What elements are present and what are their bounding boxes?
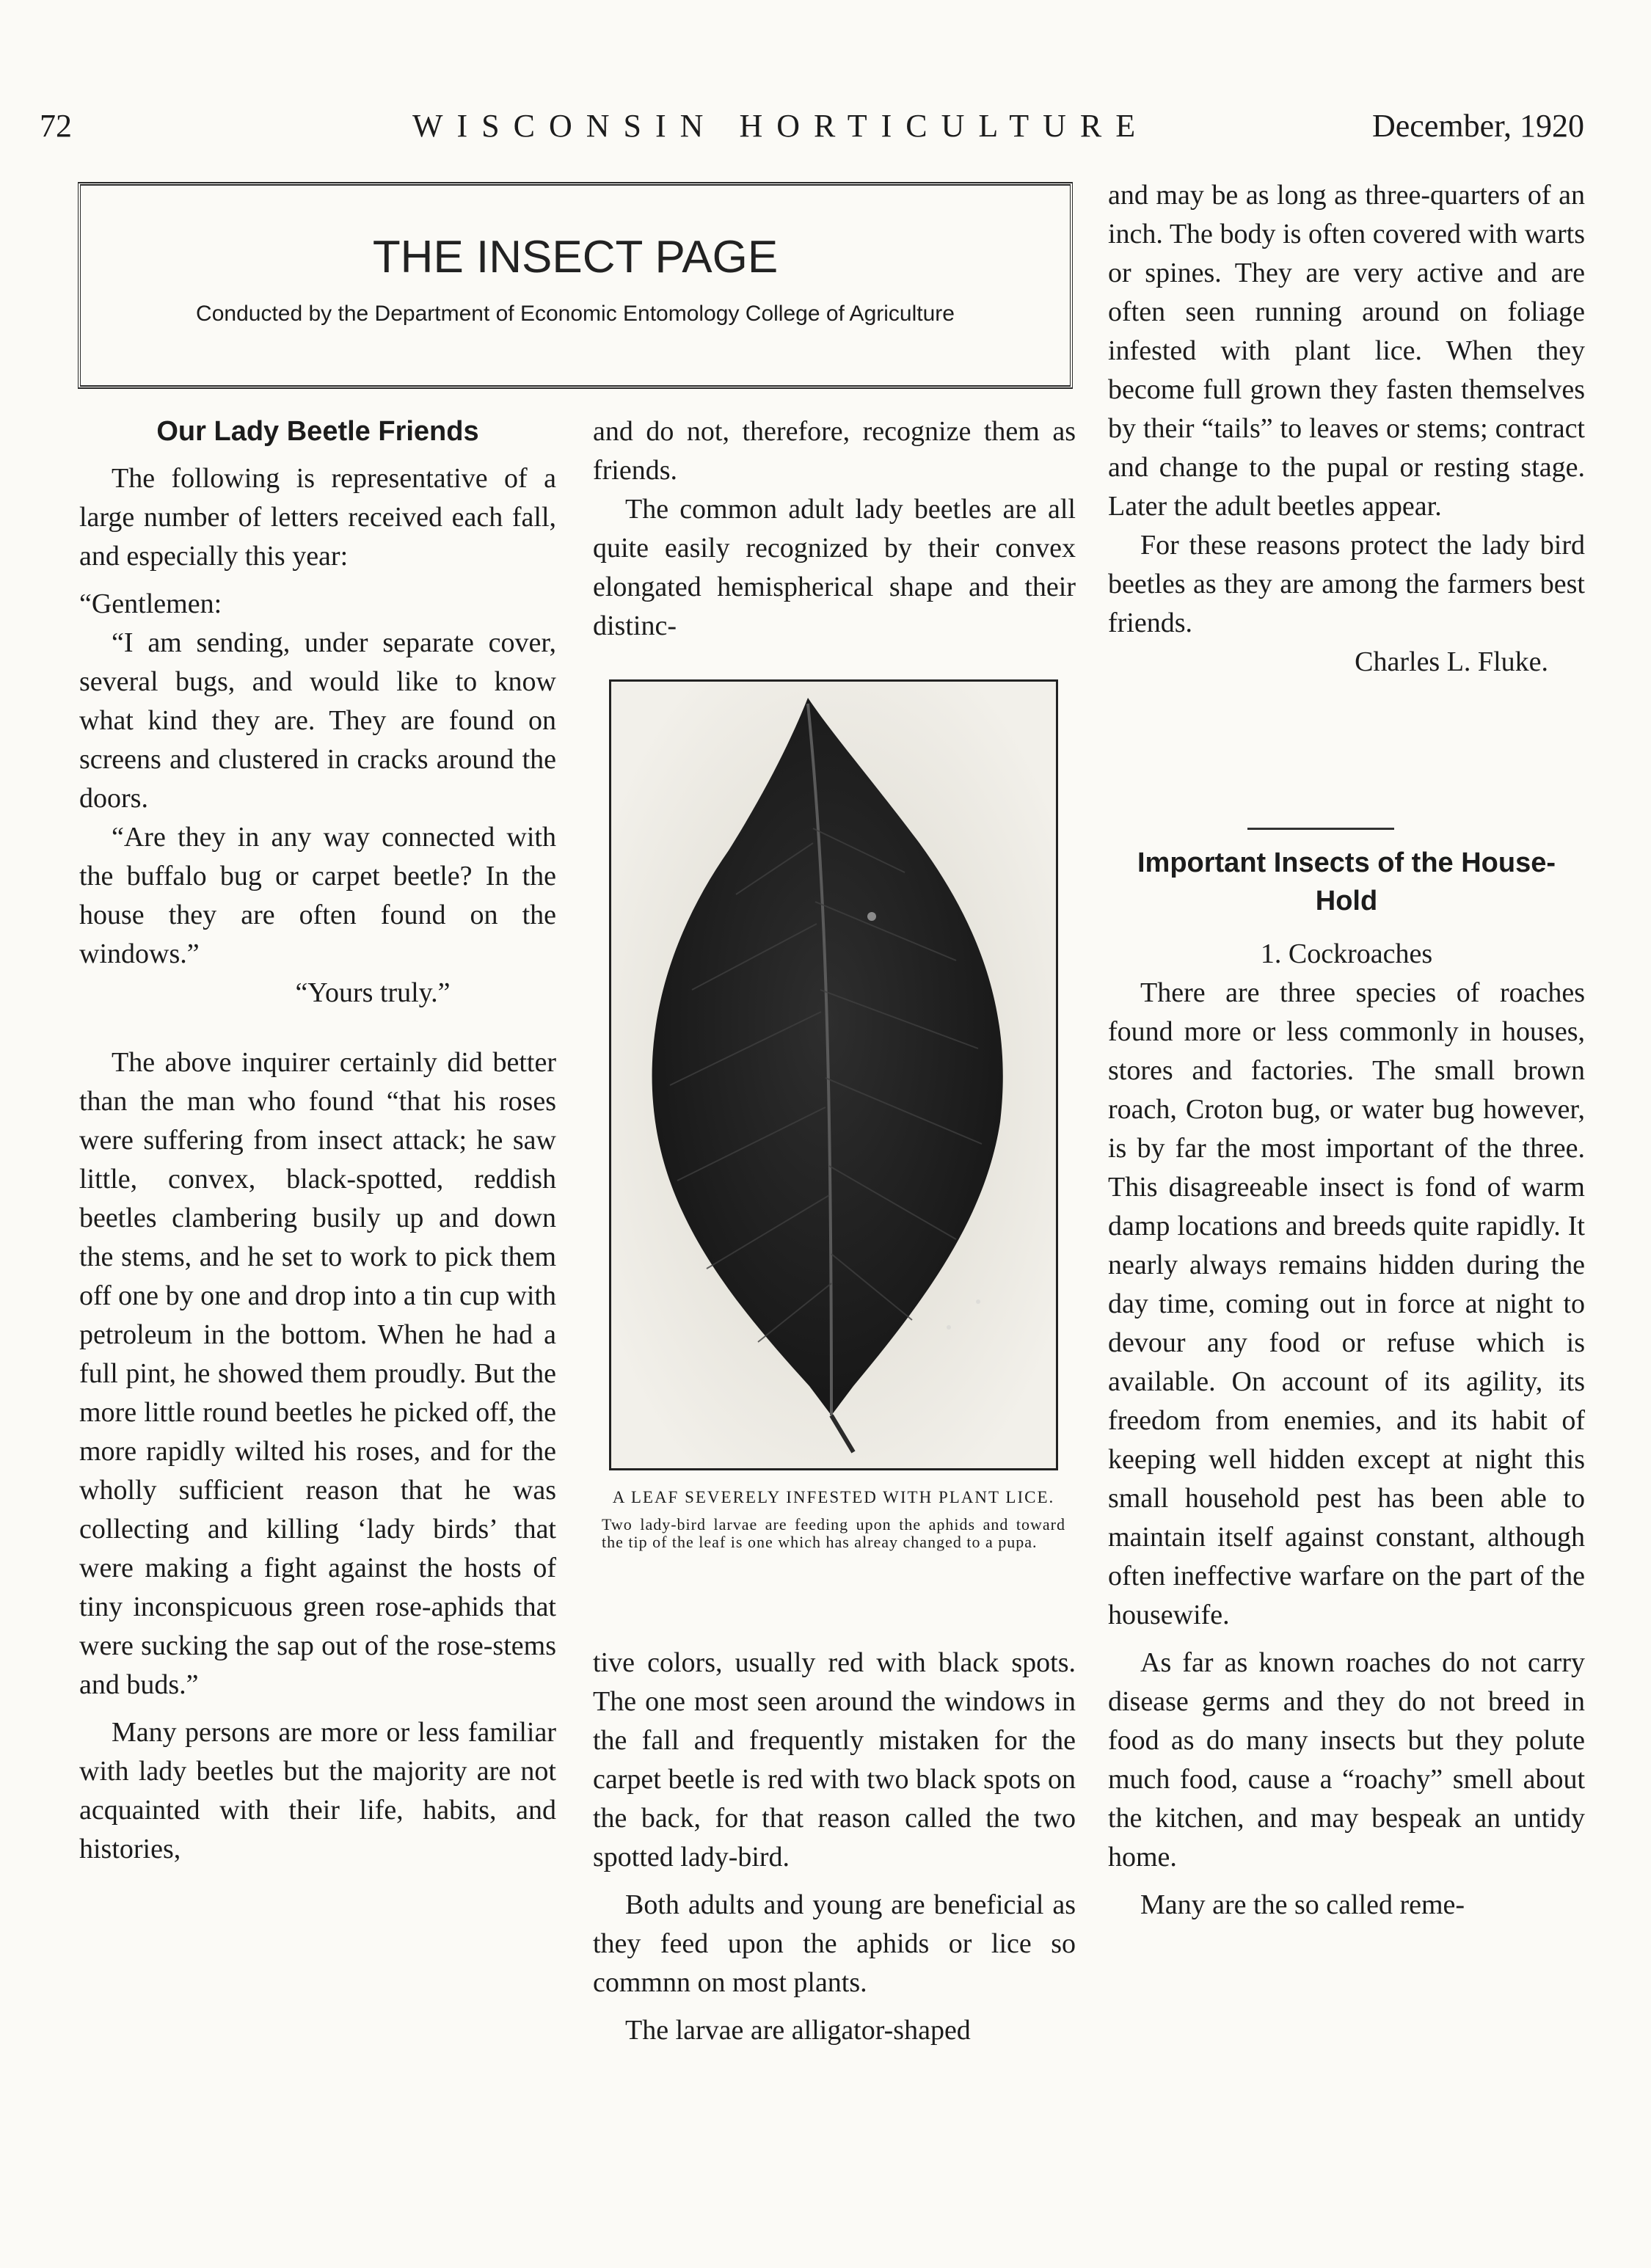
figure-caption (602, 1488, 1065, 1551)
paragraph: The above inquirer certainly did better than the man who found “that his roses were suffering from insect attack; he saw little, convex, black-spotted, reddish beetles clambering busily up and down the stems, and he set to work to pick them off one by one and drop into a tin cup with petroleum in the bottom. When he had a full pint, he showed them proudly. But the more little round beetles he picked off, the more rapidly wilted his roses, and for the wholly sufficient reason that he was collecting and killing ‘lady birds’ that were making a fight against the hosts of tiny inconspicuous green rose-aphids that were sucking the sap out of the rose-stems and buds.” (79, 1047, 556, 1700)
paragraph: and may be as long as three-quarters of an inch. The body is often covered with warts or spines. They are very active and are often seen running around on foliage infested with plant lice. When they become full grown they fasten themselves by their “tails” to leaves or stems; contract and change to the pupal or resting stage. Later the adult beetles appear. (1108, 180, 1585, 522)
letter-salutation: “Gentlemen: (79, 588, 222, 619)
paragraph: The larvae are alligator-shaped (625, 2015, 971, 2046)
issue-date: December, 1920 (1372, 108, 1585, 144)
paragraph: tive colors, usually red with black spots. The one most seen around the windows in the fall and frequently mistaken for the carpet beetle is red with two black spots on the back, for that reason called the two spotted lady-bird. (593, 1647, 1076, 1873)
page-number: 72 (40, 108, 72, 144)
article-heading: Our Lady Beetle Friends (156, 416, 479, 447)
column-3 (1108, 176, 1585, 682)
journal-title: WISCONSIN HORTICULTURE (412, 108, 1150, 144)
paragraph: As far as known roaches do not carry disease germs and they do not breed in food as do many insects but they polute much food, cause a “roachy” smell about the kitchen, and may bespeak an untidy home. (1108, 1647, 1585, 1873)
section-subtitle: Conducted by the Department of Economic Entomology College of Agriculture (196, 302, 955, 326)
column-2-continued (593, 1644, 1076, 2050)
paragraph: For these reasons protect the lady bird beetles as they are among the farmers best friends. (1108, 530, 1585, 638)
section-title-box (78, 182, 1073, 389)
column-1 (79, 412, 556, 1869)
paragraph: There are three species of roaches found more or less commonly in houses, stores and factories. The small brown roach, Croton bug, or water bug however, is by far the most important of the three. This disagreeable insect is fond of warm damp locations and breeds quite rapidly. It nearly always remains hidden during the day time, coming out in force at night to devour any food or refuse which is available. On account of its agility, its freedom from enemies, and its habit of keeping well hidden except at night this small household pest has been able to maintain itself against constant, although often ineffective warfare on the part of the housewife. (1108, 977, 1585, 1630)
leaf-image (611, 682, 1056, 1468)
letter-paragraph: “Are they in any way connected with the buffalo bug or carpet beetle? In the house they are often found on the windows.” (79, 822, 556, 969)
leaf-photograph (609, 679, 1058, 1470)
column-3-continued (1108, 844, 1585, 1925)
letter-closing: “Yours truly.” (295, 977, 451, 1008)
paragraph: The following is representative of a large number of letters received each fall, and especially this year: (79, 463, 556, 572)
paragraph: Many persons are more or less familiar with lady beetles but the majority are not acquainted with their life, habits, and histories, (79, 1717, 556, 1864)
paragraph: Both adults and young are beneficial as they feed upon the aphids or lice so commnn on most plants. (593, 1889, 1076, 1998)
paragraph: and do not, therefore, recognize them as friends. (593, 416, 1076, 486)
section-title: THE INSECT PAGE (372, 232, 779, 282)
paragraph: Many are the so called reme- (1140, 1889, 1465, 1920)
letter-paragraph: “I am sending, under separate cover, several bugs, and would like to know what kind they are. They are found on screens and clustered in cracks around the doors. (79, 627, 556, 814)
article-heading: Important Insects of the House-Hold (1137, 847, 1556, 916)
section-divider (1247, 828, 1394, 830)
column-2 (593, 412, 1076, 646)
paragraph: The common adult lady beetles are all quite easily recognized by their convex elongated hemispherical shape and their distinc- (593, 494, 1076, 641)
author-signature: Charles L. Fluke. (1355, 646, 1548, 677)
subheading: 1. Cockroaches (1260, 938, 1433, 969)
figure-caption-title: A LEAF SEVERELY INFESTED WITH PLANT LICE. (612, 1488, 1055, 1506)
figure-caption-body: Two lady-bird larvae are feeding upon the aphids and toward the tip of the leaf is one which has alreay changed to a pupa. (602, 1515, 1065, 1551)
